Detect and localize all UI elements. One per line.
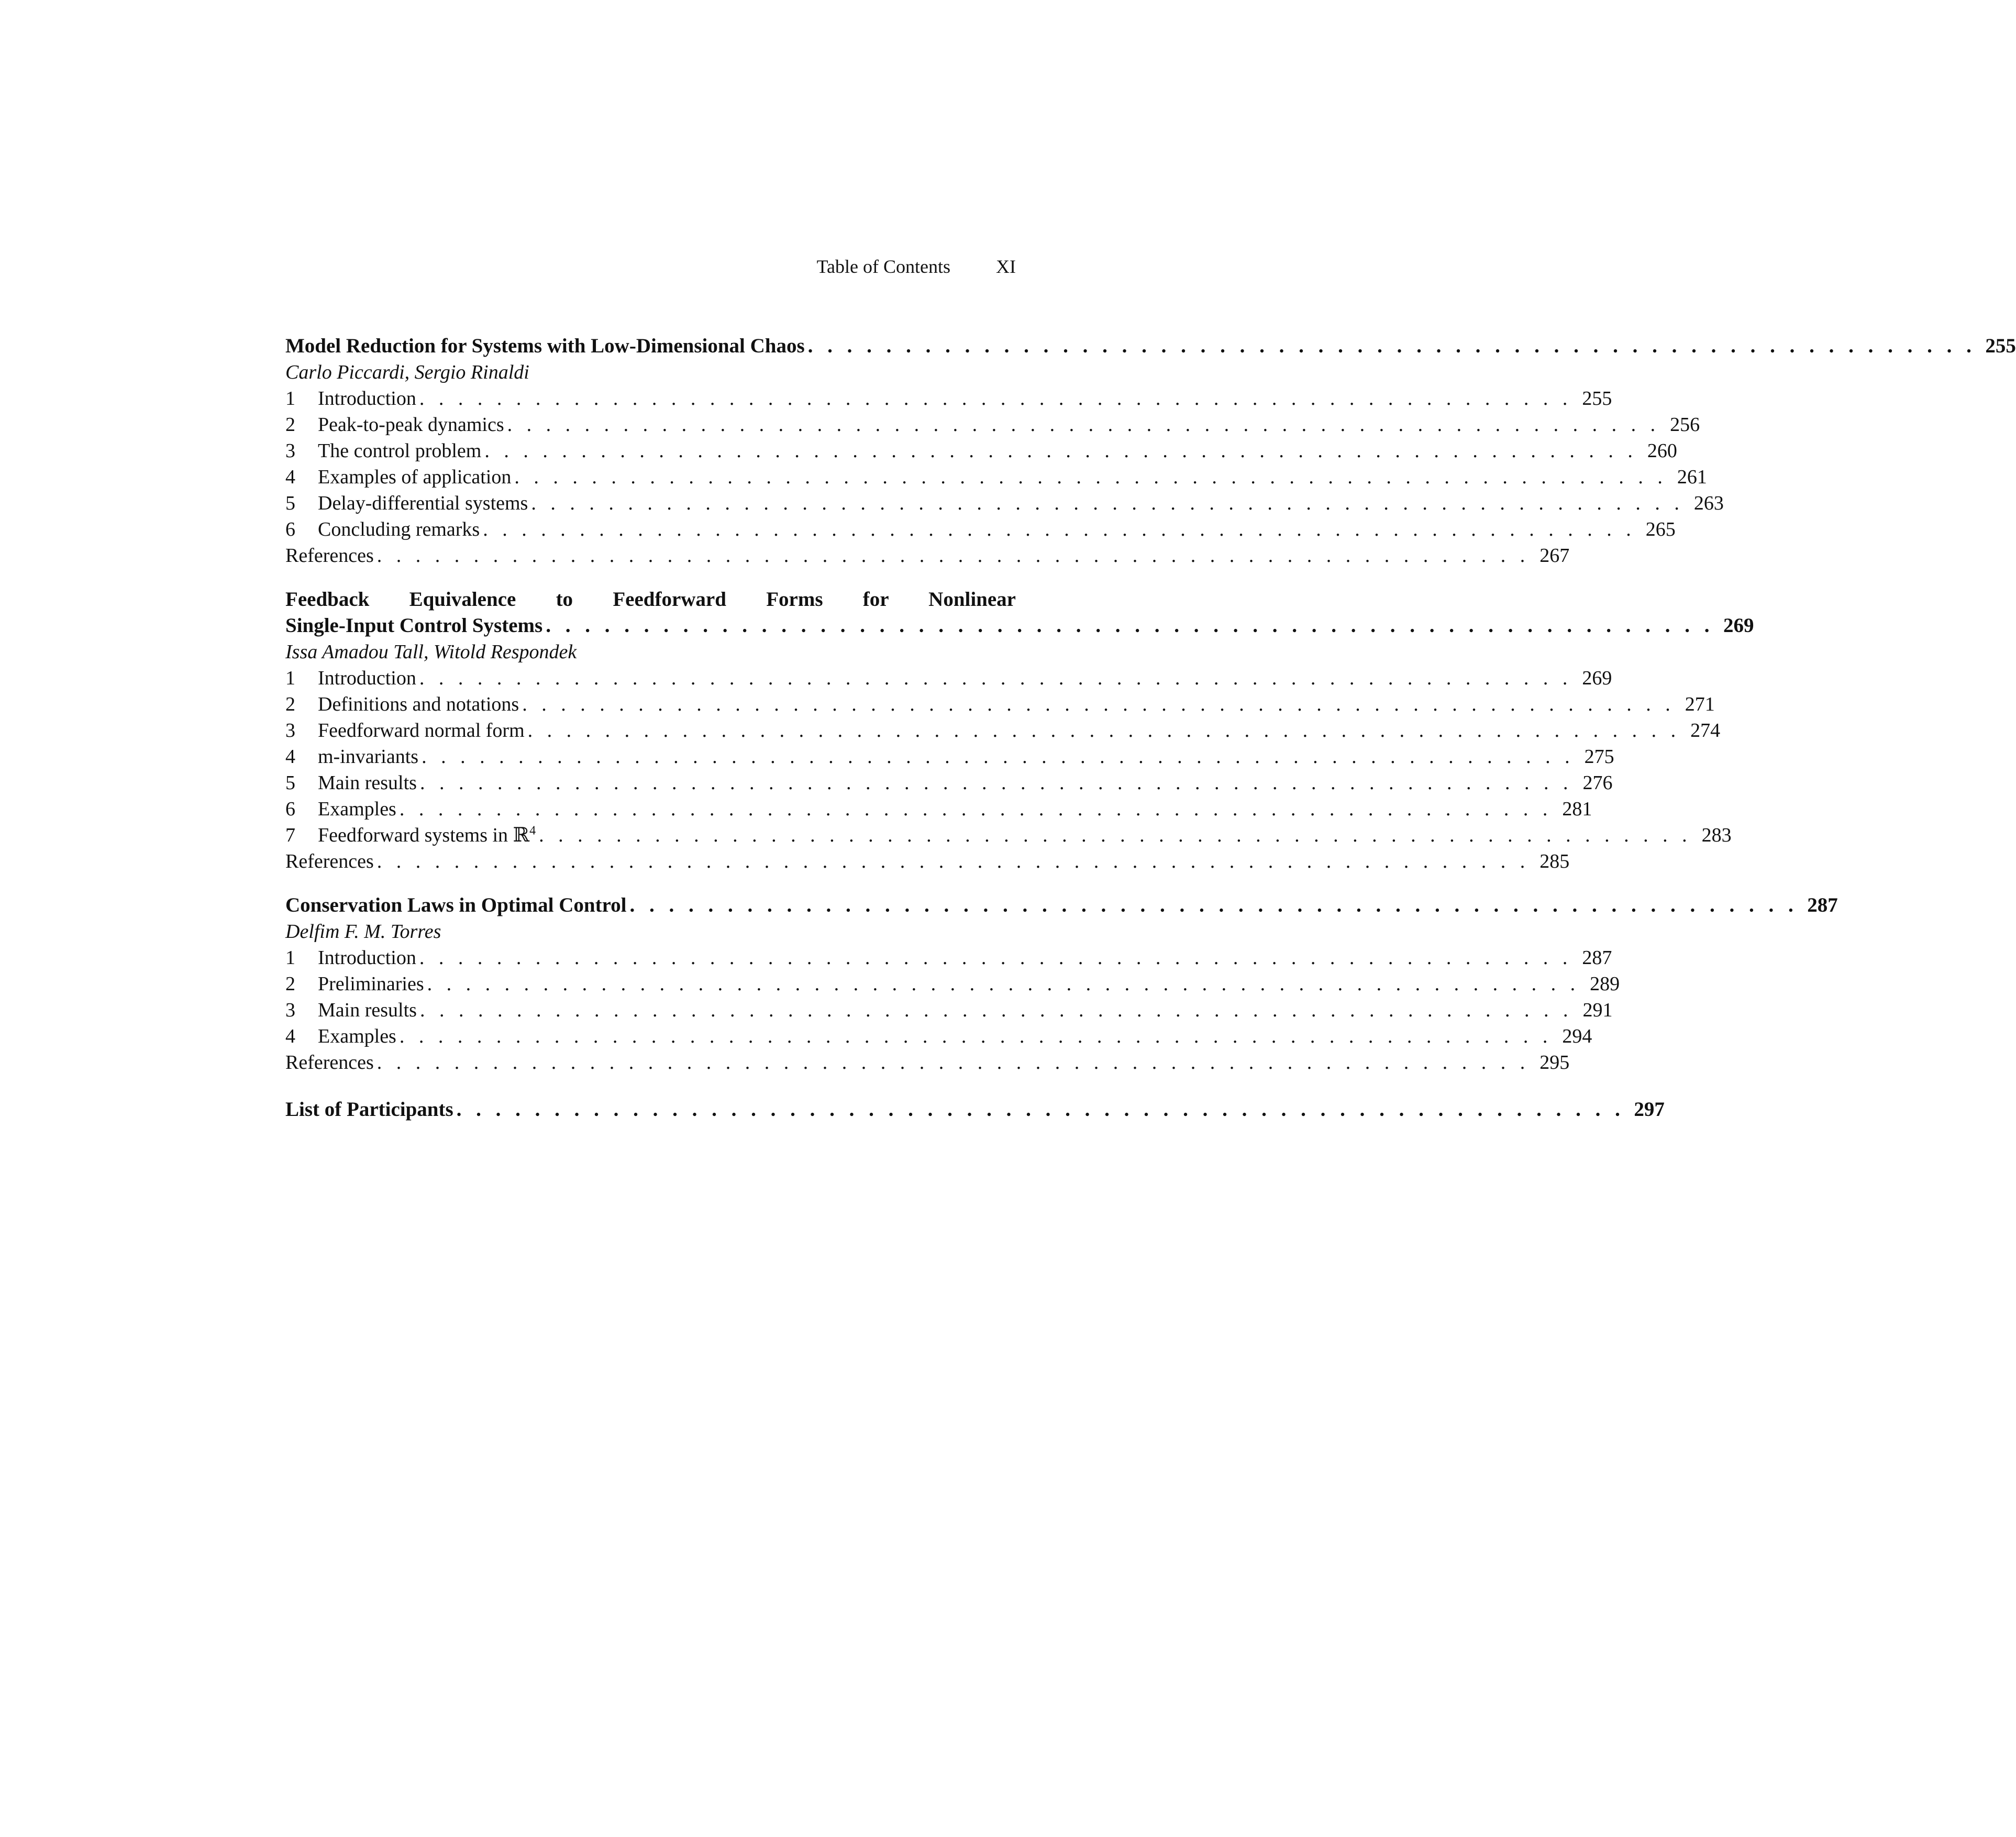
dot-leader: . . . . . . . . . . . . . . . . . . . . . . . . . . . . . . . . . . . . . . . . . . . . . . . . . . . . . . . . . . . . [456, 1098, 1625, 1121]
section-number: 3 [285, 999, 295, 1021]
toc-entry[interactable] [285, 1023, 1592, 1049]
chapter-title-line[interactable] [285, 892, 1838, 918]
section-title-text: Feedforward systems in ℝ [318, 824, 530, 846]
section-title: Preliminaries [318, 973, 424, 995]
chapter-title: Conservation Laws in Optimal Control [285, 894, 627, 916]
section-title [318, 822, 536, 848]
dot-leader: . . . . . . . . . . . . . . . . . . . . . . . . . . . . . . . . . . . . . . . . . . . . . . . . . . . . . . . . . . . . [419, 772, 1573, 794]
section-number: 4 [285, 746, 295, 768]
dot-leader: . . . . . . . . . . . . . . . . . . . . . . . . . . . . . . . . . . . . . . . . . . . . . . . . . . . . . . . . . . . . [419, 999, 1573, 1021]
dot-leader: . . . . . . . . . . . . . . . . . . . . . . . . . . . . . . . . . . . . . . . . . . . . . . . . . . . . . . . . . . . . [484, 440, 1637, 462]
chapter-title: Single-Input Control Systems [285, 614, 543, 637]
chapter-title-line[interactable] [285, 586, 1016, 613]
section-title: Definitions and notations [318, 693, 519, 715]
toc-entry[interactable] [285, 464, 1707, 490]
toc-entry[interactable] [285, 796, 1592, 822]
chapter-page: 255 [1985, 335, 2016, 357]
section-number: 6 [285, 798, 295, 820]
dot-leader: . . . . . . . . . . . . . . . . . . . . . . . . . . . . . . . . . . . . . . . . . . . . . . . . . . . . . . . . . . . . [629, 894, 1798, 916]
section-page: 269 [1582, 667, 1612, 689]
section-title: m-invariants [318, 746, 419, 768]
section-page: 289 [1590, 973, 1620, 995]
toc-entry[interactable] [285, 822, 1732, 848]
participants-page: 297 [1634, 1098, 1665, 1121]
toc-entry[interactable] [285, 744, 1614, 770]
superscript: 4 [529, 824, 536, 838]
section-title: Examples [318, 798, 396, 820]
references-label: References [285, 545, 374, 567]
dot-leader: . . . . . . . . . . . . . . . . . . . . . . . . . . . . . . . . . . . . . . . . . . . . . . . . . . . . . . . . . . . . [546, 614, 1714, 637]
section-title: Introduction [318, 947, 416, 969]
section-page: 260 [1647, 440, 1677, 462]
dot-leader: . . . . . . . . . . . . . . . . . . . . . . . . . . . . . . . . . . . . . . . . . . . . . . . . . . . . . . . . . . . . [399, 1025, 1553, 1047]
section-page: 291 [1582, 999, 1613, 1021]
section-page: 255 [1582, 388, 1612, 410]
section-number: 3 [285, 440, 295, 462]
toc-chapter [285, 586, 1754, 875]
toc-entry[interactable] [285, 770, 1613, 796]
toc-chapter [285, 333, 2016, 569]
section-page: 265 [1645, 518, 1676, 540]
dot-leader: . . . . . . . . . . . . . . . . . . . . . . . . . . . . . . . . . . . . . . . . . . . . . . . . . . . . . . . . . . . . [514, 466, 1667, 488]
section-number: 2 [285, 973, 295, 995]
section-page: 256 [1670, 414, 1700, 436]
toc-entry[interactable] [285, 971, 1620, 997]
running-title: Table of Contents [816, 256, 950, 277]
participants-line[interactable] [285, 1097, 1665, 1123]
toc-entry[interactable] [285, 717, 1721, 744]
references-page: 267 [1539, 545, 1570, 567]
dot-leader: . . . . . . . . . . . . . . . . . . . . . . . . . . . . . . . . . . . . . . . . . . . . . . . . . . . . . . . . . . . . [419, 667, 1572, 689]
dot-leader: . . . . . . . . . . . . . . . . . . . . . . . . . . . . . . . . . . . . . . . . . . . . . . . . . . . . . . . . . . . . [399, 798, 1553, 820]
toc-entry[interactable] [285, 516, 1676, 543]
dot-leader: . . . . . . . . . . . . . . . . . . . . . . . . . . . . . . . . . . . . . . . . . . . . . . . . . . . . . . . . . . . . [483, 518, 1636, 540]
section-number: 3 [285, 720, 295, 742]
dot-leader: . . . . . . . . . . . . . . . . . . . . . . . . . . . . . . . . . . . . . . . . . . . . . . . . . . . . . . . . . . . . [376, 545, 1530, 567]
chapter-title-line[interactable] [285, 613, 1754, 639]
section-number: 5 [285, 492, 295, 514]
chapter-page: 287 [1807, 894, 1838, 916]
dot-leader: . . . . . . . . . . . . . . . . . . . . . . . . . . . . . . . . . . . . . . . . . . . . . . . . . . . . . . . . . . . . [376, 1052, 1530, 1074]
dot-leader: . . . . . . . . . . . . . . . . . . . . . . . . . . . . . . . . . . . . . . . . . . . . . . . . . . . . . . . . . . . . [522, 693, 1675, 715]
section-number: 4 [285, 1025, 295, 1047]
chapter-page: 269 [1723, 614, 1754, 637]
section-number: 4 [285, 466, 295, 488]
section-title: The control problem [318, 440, 482, 462]
section-title: Introduction [318, 388, 416, 410]
section-page: 283 [1701, 824, 1732, 846]
section-title: Introduction [318, 667, 416, 689]
dot-leader: . . . . . . . . . . . . . . . . . . . . . . . . . . . . . . . . . . . . . . . . . . . . . . . . . . . . . . . . . . . . [807, 335, 1976, 357]
section-number: 2 [285, 414, 295, 436]
toc-entry[interactable] [285, 665, 1612, 691]
chapter-authors: Carlo Piccardi, Sergio Rinaldi [285, 361, 529, 383]
dot-leader: . . . . . . . . . . . . . . . . . . . . . . . . . . . . . . . . . . . . . . . . . . . . . . . . . . . . . . . . . . . . [527, 720, 1681, 742]
section-page: 271 [1685, 693, 1715, 715]
references-label: References [285, 1052, 374, 1074]
section-number: 1 [285, 947, 295, 969]
section-page: 294 [1562, 1025, 1592, 1047]
dot-leader: . . . . . . . . . . . . . . . . . . . . . . . . . . . . . . . . . . . . . . . . . . . . . . . . . . . . . . . . . . . . [376, 850, 1530, 872]
section-number: 6 [285, 518, 295, 540]
section-number: 1 [285, 667, 295, 689]
references-page: 285 [1539, 850, 1570, 872]
dot-leader: . . . . . . . . . . . . . . . . . . . . . . . . . . . . . . . . . . . . . . . . . . . . . . . . . . . . . . . . . . . . [539, 824, 1692, 846]
chapter-authors: Delfim F. M. Torres [285, 921, 441, 943]
toc-entry[interactable] [285, 412, 1700, 438]
chapter-title-line[interactable] [285, 333, 2016, 359]
toc-references[interactable] [285, 543, 1570, 569]
section-title: Delay-differential systems [318, 492, 528, 514]
toc-entry[interactable] [285, 997, 1613, 1023]
section-page: 263 [1693, 492, 1724, 514]
chapter-authors: Issa Amadou Tall, Witold Respondek [285, 641, 577, 663]
section-number: 1 [285, 388, 295, 410]
running-page-number: XI [996, 256, 1016, 277]
references-page: 295 [1539, 1052, 1570, 1074]
section-number: 2 [285, 693, 295, 715]
dot-leader: . . . . . . . . . . . . . . . . . . . . . . . . . . . . . . . . . . . . . . . . . . . . . . . . . . . . . . . . . . . . [422, 746, 1575, 768]
chapter-title: Model Reduction for Systems with Low-Dimensional Chaos [285, 335, 805, 357]
section-page: 274 [1690, 720, 1721, 742]
references-label: References [285, 850, 374, 872]
section-title: Main results [318, 772, 417, 794]
section-number: 5 [285, 772, 295, 794]
toc-participants [285, 1097, 1665, 1123]
dot-leader: . . . . . . . . . . . . . . . . . . . . . . . . . . . . . . . . . . . . . . . . . . . . . . . . . . . . . . . . . . . . [427, 973, 1580, 995]
toc-chapter [285, 892, 1838, 1076]
section-title: Feedforward normal form [318, 720, 525, 742]
dot-leader: . . . . . . . . . . . . . . . . . . . . . . . . . . . . . . . . . . . . . . . . . . . . . . . . . . . . . . . . . . . . [419, 388, 1572, 410]
toc-entry[interactable] [285, 945, 1612, 971]
participants-label: List of Participants [285, 1098, 453, 1121]
toc-references[interactable] [285, 1049, 1570, 1076]
table-of-contents [285, 333, 2016, 1123]
section-title: Main results [318, 999, 417, 1021]
dot-leader: . . . . . . . . . . . . . . . . . . . . . . . . . . . . . . . . . . . . . . . . . . . . . . . . . . . . . . . . . . . . [419, 947, 1572, 969]
section-title: Examples [318, 1025, 396, 1047]
section-number: 7 [285, 824, 295, 846]
section-page: 275 [1584, 746, 1614, 768]
dot-leader: . . . . . . . . . . . . . . . . . . . . . . . . . . . . . . . . . . . . . . . . . . . . . . . . . . . . . . . . . . . . [531, 492, 1684, 514]
chapter-title: Feedback Equivalence to Feedforward Forms for Nonlinear [285, 588, 1016, 611]
section-title: Concluding remarks [318, 518, 480, 540]
toc-entry[interactable] [285, 490, 1724, 516]
toc-entry[interactable] [285, 438, 1677, 464]
toc-entry[interactable] [285, 385, 1612, 412]
section-title: Examples of application [318, 466, 512, 488]
dot-leader: . . . . . . . . . . . . . . . . . . . . . . . . . . . . . . . . . . . . . . . . . . . . . . . . . . . . . . . . . . . . [507, 414, 1660, 436]
toc-references[interactable] [285, 848, 1570, 875]
section-title: Peak-to-peak dynamics [318, 414, 504, 436]
section-page: 276 [1582, 772, 1613, 794]
toc-entry[interactable] [285, 691, 1715, 717]
section-page: 261 [1677, 466, 1707, 488]
running-head [0, 253, 1016, 280]
section-page: 287 [1582, 947, 1612, 969]
section-page: 281 [1562, 798, 1592, 820]
